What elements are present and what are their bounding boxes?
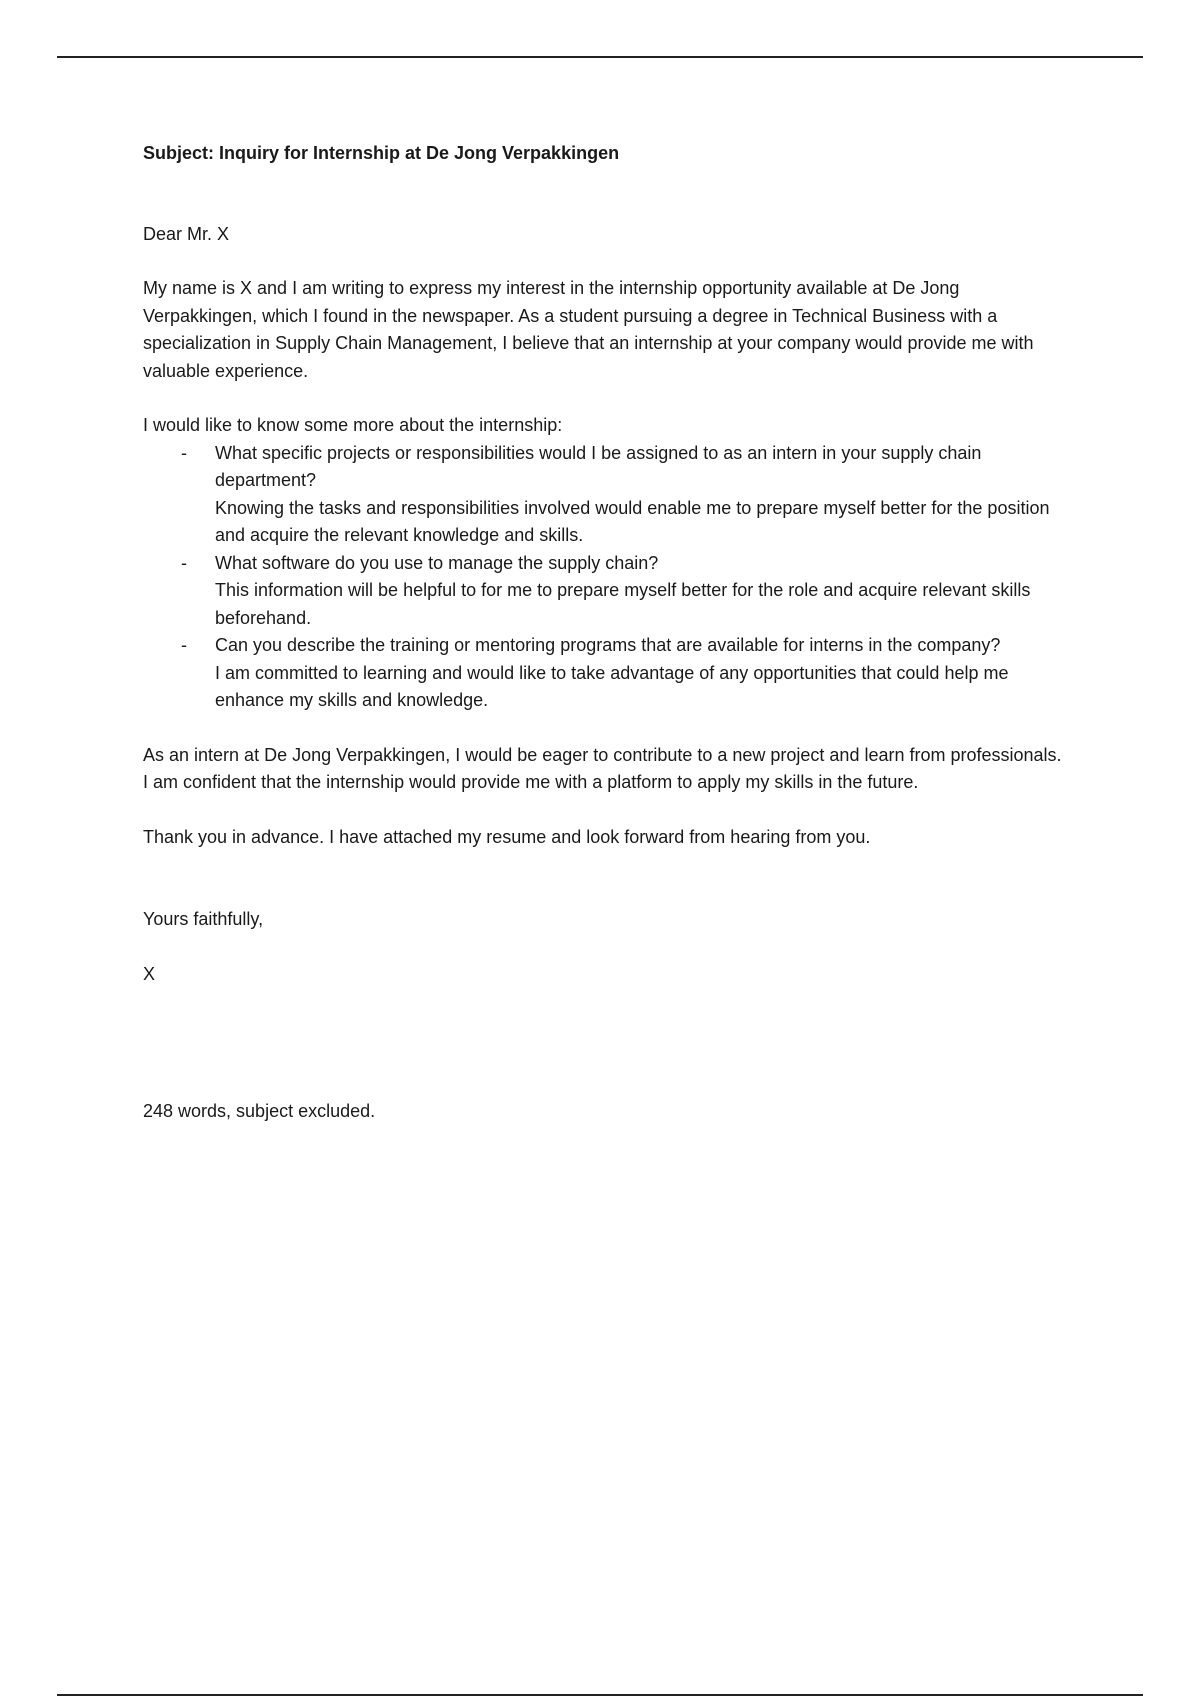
- bullet-dash: -: [181, 635, 187, 655]
- question-detail: Knowing the tasks and responsibilities involved would enable me to prepare myself better for the position and acquire the relevant knowledge and skills.: [215, 497, 1050, 545]
- letter-signature: X: [143, 963, 156, 984]
- letter-salutation: Dear Mr. X: [143, 223, 230, 244]
- list-item: [143, 440, 1063, 550]
- questions-list: [143, 440, 1063, 715]
- closing-paragraph: As an intern at De Jong Verpakkingen, I would be eager to contribute to a new project and learn from professionals. I am confident that the internship would provide me with a platform to apply my skills in the future.: [143, 744, 1062, 792]
- bullet-dash: -: [181, 552, 187, 573]
- intro-paragraph: My name is X and I am writing to express my interest in the internship opportunity available at De Jong Verpakkingen, which I found in the newspaper. As a student pursuing a degree in Technical Business with a specialization in Supply Chain Management, I believe that an internship at your company would provide me with valuable experience.: [143, 278, 1034, 381]
- header-rule: [57, 56, 1143, 58]
- letter-signoff: Yours faithfully,: [143, 909, 264, 929]
- question-detail: This information will be helpful to for me to prepare myself better for the role and acquire relevant skills beforehand.: [215, 580, 1031, 628]
- footer-rule: [57, 1694, 1143, 1696]
- question-text: What specific projects or responsibilities would I be assigned to as an intern in your supply chain department?: [215, 442, 982, 490]
- question-text: Can you describe the training or mentoring programs that are available for interns in the company?: [215, 635, 1001, 655]
- thanks-paragraph: Thank you in advance. I have attached my resume and look forward from hearing from you.: [143, 826, 871, 847]
- letter-subject: Subject: Inquiry for Internship at De Jong Verpakkingen: [143, 143, 620, 163]
- list-item: [143, 632, 1063, 715]
- question-text: What software do you use to manage the supply chain?: [215, 552, 659, 573]
- question-detail: I am committed to learning and would like to take advantage of any opportunities that could help me enhance my skills and knowledge.: [215, 662, 1009, 710]
- bullet-dash: -: [181, 442, 187, 463]
- list-item: [143, 550, 1063, 633]
- letter-body: [143, 140, 1063, 1126]
- word-count-note: 248 words, subject excluded.: [143, 1101, 376, 1121]
- questions-lead-in: I would like to know some more about the internship:: [143, 415, 563, 435]
